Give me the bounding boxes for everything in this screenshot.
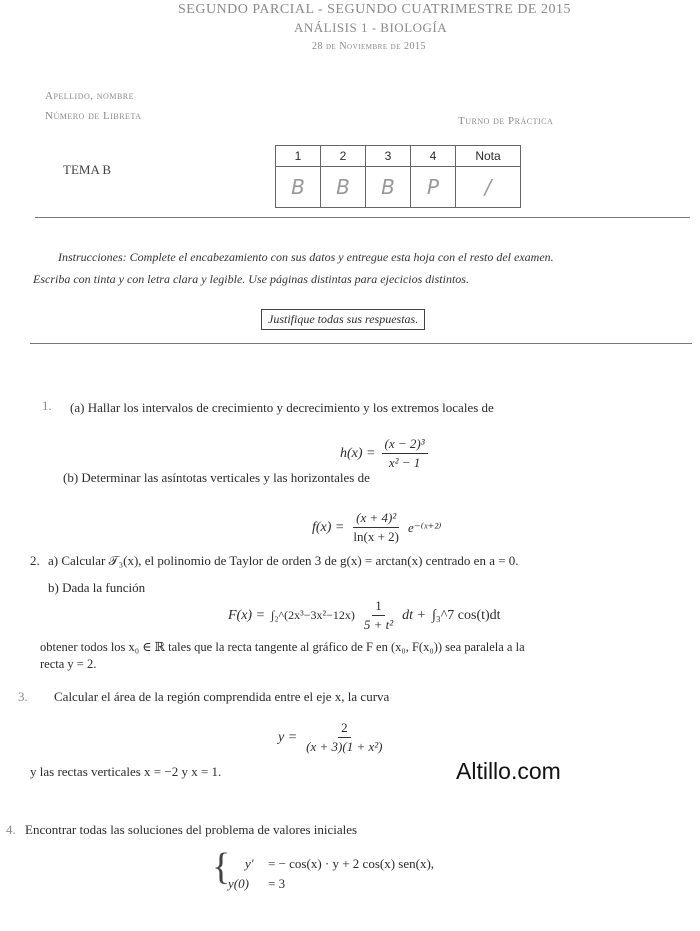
theme-label: TEMA B [63, 162, 112, 177]
p1-b-denominator: ln(x + 2) [353, 529, 399, 544]
p3-denominator: (x + 3)(1 + x²) [306, 739, 383, 754]
p3-number: 3. [18, 689, 28, 704]
p1-b-formula [312, 510, 441, 545]
divider-bottom [30, 343, 692, 344]
p1-b-fraction [350, 510, 402, 545]
p4-eq1-rhs: = − cos(x) · y + 2 cos(x) sen(x), [268, 856, 435, 871]
grade-header-4: 4 [411, 146, 456, 167]
p2-F-lhs: F(x) = [228, 607, 266, 623]
grade-header-1: 1 [276, 146, 321, 167]
p3-lhs: y = [278, 729, 298, 745]
p2-dt-plus: dt + [402, 607, 427, 623]
p1-b-text: Determinar las asíntotas verticales y las horizontales de [81, 470, 370, 485]
grade-mark-4: P [411, 167, 456, 208]
p2-a-text: a) Calcular 𝒯₃(x), el polinomio de Taylor de orden 3 de g(x) = arctan(x) centrado en a = 0. [48, 553, 519, 568]
grade-mark-1: B [276, 167, 321, 208]
p2-integral-1: ∫₂^(2x³−3x²−12x) [271, 608, 355, 622]
grade-table [275, 145, 521, 208]
grade-mark-nota: / [456, 167, 521, 208]
justify-box: Justifique todas sus respuestas. [261, 309, 425, 330]
grade-header-2: 2 [321, 146, 366, 167]
p2-number: 2. [30, 553, 40, 568]
p1-b-line [63, 470, 370, 486]
grade-header-3: 3 [366, 146, 411, 167]
p4-eq2-rhs: = 3 [268, 876, 286, 891]
instructions-line-1 [58, 250, 554, 265]
p1-a-denominator: x² − 1 [388, 455, 421, 470]
p1-a-formula [340, 436, 428, 471]
instructions-text-1: Complete el encabezamiento con sus datos y entregue esta hoja con el resto del examen. [129, 250, 554, 264]
p1-a-text: Hallar los intervalos de crecimiento y decrecimiento y los extremos locales de [87, 400, 494, 415]
id-label: Número de Libreta [45, 110, 142, 122]
exam-subtitle: ANÁLISIS 1 - BIOLOGÍA [294, 20, 448, 35]
grade-mark-2: B [321, 167, 366, 208]
p3-formula [278, 720, 385, 755]
exam-date: 28 de Noviembre de 2015 [312, 41, 426, 52]
p4-brace: { [212, 846, 231, 888]
p3-text: Calcular el área de la región comprendida entre el eje x, la curva [54, 689, 390, 704]
p4-eq2-lhs: y(0) [228, 876, 249, 891]
name-label: Apellido, nombre [45, 90, 134, 102]
p2-b-text: b) Dada la función [48, 580, 146, 595]
shift-label: Turno de Práctica [458, 115, 554, 127]
exam-title: SEGUNDO PARCIAL - SEGUNDO CUATRIMESTRE DE 2015 [178, 2, 571, 17]
divider-top [35, 217, 690, 218]
p1-b-exponential: e⁻⁽ˣ⁺²⁾ [407, 519, 442, 535]
p2-integrand-denominator: 5 + t² [363, 617, 394, 632]
grade-header-nota: Nota [456, 146, 521, 167]
watermark: Altillo.com [456, 758, 561, 784]
p3-numerator: 2 [338, 720, 351, 738]
p1-a-label: (a) [70, 400, 85, 415]
p4-eq1-lhs: y′ [245, 856, 254, 871]
grade-mark-3: B [366, 167, 411, 208]
p2-integral-2: ∫₃^7 cos(t)dt [432, 607, 501, 623]
p2-F-formula [228, 598, 501, 633]
p2-b-question-2: recta y = 2. [40, 657, 97, 671]
p2-integrand-numerator: 1 [372, 598, 385, 616]
p1-b-numerator: (x + 4)² [353, 510, 399, 528]
p1-a-lhs: h(x) = [340, 445, 376, 461]
p1-a-fraction [382, 436, 428, 471]
instructions-label: Instrucciones: [58, 250, 127, 264]
p1-b-lhs: f(x) = [312, 519, 345, 535]
p4-number: 4. [6, 822, 16, 837]
p2-integrand-fraction [361, 598, 396, 633]
p1-b-label: (b) [63, 470, 79, 485]
p1-a-numerator: (x − 2)³ [382, 436, 428, 454]
p3-tail: y las rectas verticales x = −2 y x = 1. [30, 764, 222, 779]
instructions-line-2: Escriba con tinta y con letra clara y legible. Use páginas distintas para ejecicios distintos. [33, 272, 469, 286]
p4-text: Encontrar todas las soluciones del problema de valores iniciales [25, 822, 358, 837]
p1-number: 1. [42, 398, 52, 413]
p1-a-line [70, 400, 494, 416]
p2-b-question-1: obtener todos los x₀ ∈ ℝ tales que la recta tangente al gráfico de F en (x₀, F(x₀)) sea paralela a la [40, 640, 525, 654]
p3-fraction [303, 720, 385, 755]
